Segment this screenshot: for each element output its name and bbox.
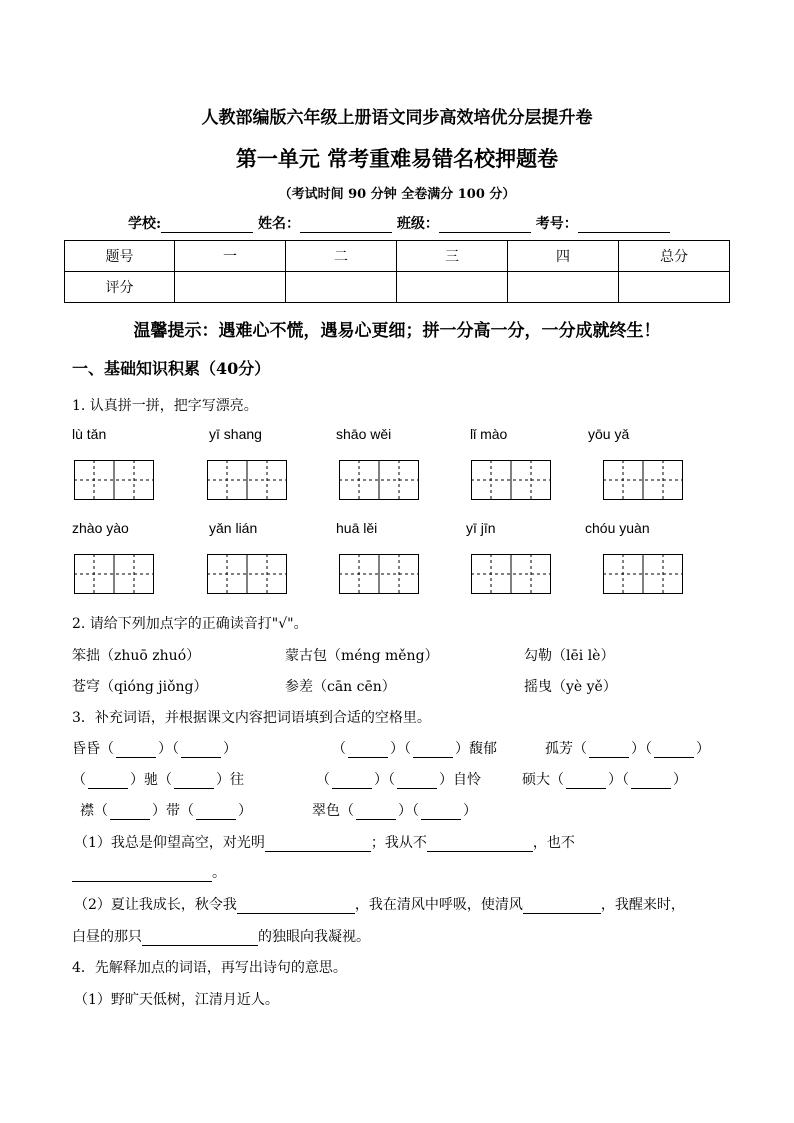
table-cell: 评分: [65, 272, 175, 303]
idiom-blank[interactable]: [566, 775, 606, 789]
pinyin-label: shāo wěi: [336, 426, 392, 442]
score-cell[interactable]: [175, 272, 286, 303]
table-cell: 二: [285, 241, 396, 272]
idiom-item: 孤芳（ ）（ ）: [545, 741, 710, 757]
writing-grid[interactable]: [74, 460, 154, 500]
fill-sentence-2: （2）夏让我成长，秋令我 ，我在清风中呼吸，使清风 ，我醒来时，: [74, 897, 685, 913]
writing-grid[interactable]: [207, 554, 287, 594]
idiom-item: 昏昏（ ）（ ）: [72, 741, 237, 757]
reading-choice[interactable]: 苍穹（qióng jiǒng）: [72, 679, 208, 695]
poem-line: （1）野旷天低树，江清月近人。: [74, 992, 279, 1008]
idiom-blank[interactable]: [196, 806, 236, 820]
reading-choice[interactable]: 笨拙（zhuō zhuó）: [72, 648, 201, 664]
idiom-blank[interactable]: [116, 744, 156, 758]
sentence-blank[interactable]: [265, 837, 371, 852]
series-title: 人教部编版六年级上册语文同步高效培优分层提升卷: [201, 108, 593, 128]
fill-sentence-1: （1）我总是仰望高空，对光明 ；我从不 ，也不: [74, 835, 575, 851]
idiom-blank[interactable]: [589, 744, 629, 758]
idiom-blank[interactable]: [348, 744, 388, 758]
sentence-blank[interactable]: [523, 899, 601, 914]
score-cell[interactable]: [285, 272, 396, 303]
class-field[interactable]: [439, 218, 531, 233]
sentence-blank[interactable]: [427, 837, 533, 852]
idiom-item: 襟（ ）带（ ）: [80, 803, 252, 819]
score-table-header-row: [65, 241, 730, 272]
idiom-item: （ ）驰（ ）往: [72, 772, 244, 788]
idiom-blank[interactable]: [332, 775, 372, 789]
writing-grid[interactable]: [207, 460, 287, 500]
warm-tip: 温馨提示：遇难心不慌，遇易心更细；拼一分高一分，一分成就终生！: [133, 321, 661, 341]
idiom-item: （ ）（ ）自怜: [316, 772, 481, 788]
writing-grid[interactable]: [339, 460, 419, 500]
pinyin-label: zhào yào: [72, 520, 129, 536]
reading-choice[interactable]: 勾勒（lēi lè）: [524, 648, 615, 664]
writing-grid[interactable]: [74, 554, 154, 594]
question-1-prompt: 1. 认真拼一拼，把字写漂亮。: [72, 398, 258, 414]
writing-grid[interactable]: [603, 554, 683, 594]
sentence-blank[interactable]: [72, 867, 212, 882]
pinyin-label: huā lěi: [336, 520, 378, 536]
writing-grid[interactable]: [471, 554, 551, 594]
score-cell[interactable]: [618, 272, 729, 303]
sentence-blank[interactable]: [142, 931, 258, 946]
pinyin-label: lù tǎn: [72, 426, 107, 442]
idiom-blank[interactable]: [356, 806, 396, 820]
pinyin-label: yǎn lián: [209, 520, 258, 536]
table-cell: 总分: [618, 241, 729, 272]
reading-choice[interactable]: 参差（cān cēn）: [285, 679, 396, 695]
reading-choice[interactable]: 摇曳（yè yě）: [524, 679, 617, 695]
reading-choice[interactable]: 蒙古包（méng měng）: [285, 648, 439, 664]
pinyin-label: yī jīn: [466, 520, 496, 536]
table-cell: 四: [507, 241, 618, 272]
idiom-blank[interactable]: [110, 806, 150, 820]
table-cell: 一: [175, 241, 286, 272]
page-title: 第一单元 常考重难易错名校押题卷: [235, 146, 559, 171]
table-cell: 三: [396, 241, 507, 272]
idiom-blank[interactable]: [174, 775, 214, 789]
idiom-blank[interactable]: [421, 806, 461, 820]
pinyin-label: lǐ mào: [470, 426, 508, 442]
question-3-prompt: 3．补充词语，并根据课文内容把词语填到合适的空格里。: [72, 710, 431, 726]
pinyin-label: yī shang: [209, 426, 262, 442]
school-label: 学校:: [128, 216, 162, 232]
idiom-item: 硕大（ ）（ ）: [522, 772, 687, 788]
sentence-blank[interactable]: [237, 899, 355, 914]
table-cell: 题号: [65, 241, 175, 272]
writing-grid[interactable]: [471, 460, 551, 500]
name-label: 姓名：: [258, 216, 301, 232]
info-line: [128, 213, 670, 233]
idiom-blank[interactable]: [413, 744, 453, 758]
class-label: 班级：: [396, 216, 439, 232]
idiom-item: 翠色（ ）（ ）: [312, 803, 477, 819]
question-4-prompt: 4．先解释加点的词语，再写出诗句的意思。: [72, 960, 347, 976]
question-2-prompt: 2. 请给下列加点字的正确读音打"√"。: [72, 616, 308, 632]
idiom-blank[interactable]: [654, 744, 694, 758]
school-field[interactable]: [161, 218, 253, 233]
score-table-score-row: [65, 272, 730, 303]
idiom-blank[interactable]: [181, 744, 221, 758]
number-label: 考号：: [535, 216, 578, 232]
score-table: [64, 240, 730, 303]
writing-grid[interactable]: [339, 554, 419, 594]
number-field[interactable]: [578, 218, 670, 233]
exam-info: （考试时间 90 分钟 全卷满分 100 分）: [278, 187, 516, 202]
section-heading: 一、基础知识积累（40分）: [72, 359, 271, 378]
score-cell[interactable]: [507, 272, 618, 303]
idiom-blank[interactable]: [88, 775, 128, 789]
idiom-blank[interactable]: [631, 775, 671, 789]
pinyin-label: yōu yǎ: [588, 426, 630, 442]
score-cell[interactable]: [396, 272, 507, 303]
writing-grid[interactable]: [603, 460, 683, 500]
fill-sentence-1-cont: 。: [72, 862, 226, 882]
fill-sentence-2-cont: 白昼的那只 的独眼向我凝视。: [72, 929, 370, 945]
idiom-blank[interactable]: [397, 775, 437, 789]
name-field[interactable]: [300, 218, 392, 233]
pinyin-label: chóu yuàn: [585, 520, 650, 536]
idiom-item: （ ）（ ）馥郁: [332, 741, 497, 757]
